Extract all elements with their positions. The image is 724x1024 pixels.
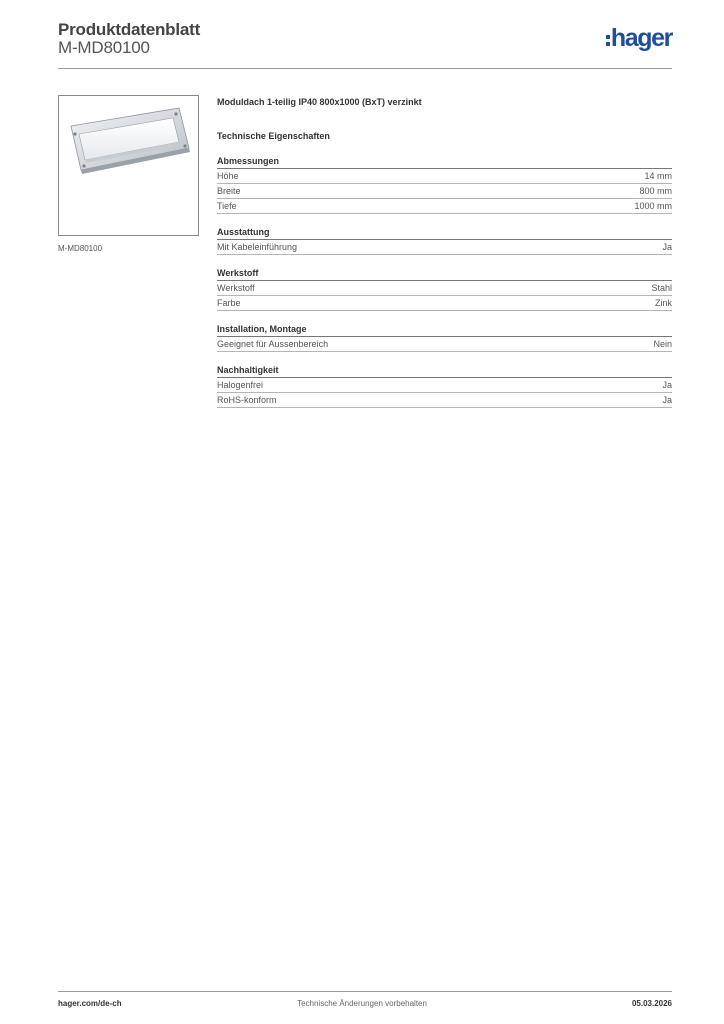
spec-label: Tiefe <box>217 201 237 211</box>
spec-section-sustainability <box>217 364 672 408</box>
spec-value: Ja <box>662 395 672 405</box>
footer-website: hager.com/de-ch <box>58 999 122 1008</box>
spec-section-installation <box>217 323 672 352</box>
spec-value: Zink <box>654 298 672 308</box>
spec-label: Geeignet für Aussenbereich <box>217 339 329 349</box>
spec-value: 1000 mm <box>634 201 672 211</box>
spec-row <box>217 184 672 199</box>
spec-label: Halogenfrei <box>217 380 264 390</box>
spec-row <box>217 199 672 214</box>
product-description: Moduldach 1-teilig IP40 800x1000 (BxT) verzinkt <box>217 97 422 107</box>
footer-date: 05.03.2026 <box>631 999 672 1008</box>
spec-section-equipment <box>217 226 672 255</box>
spec-row <box>217 296 672 311</box>
technical-properties-heading: Technische Eigenschaften <box>217 131 330 141</box>
spec-label: Farbe <box>217 298 241 308</box>
spec-value: Ja <box>662 242 672 252</box>
spec-value: 800 mm <box>639 186 672 196</box>
spec-label: Höhe <box>217 171 239 181</box>
footer-divider <box>58 991 672 992</box>
logo-colon-icon <box>606 35 610 46</box>
spec-value: 14 mm <box>644 171 672 181</box>
logo-text: hager <box>610 24 672 52</box>
spec-content <box>217 95 672 408</box>
spec-label: Mit Kabeleinführung <box>217 242 298 252</box>
section-title: Installation, Montage <box>217 323 672 337</box>
spec-section-dimensions <box>217 155 672 214</box>
product-image-frame <box>58 95 199 236</box>
section-title: Nachhaltigkeit <box>217 364 672 378</box>
spec-value: Nein <box>653 339 672 349</box>
section-title: Abmessungen <box>217 155 672 169</box>
document-title: Produktdatenblatt <box>58 20 201 39</box>
module-roof-plate-icon <box>59 96 198 235</box>
document-header <box>58 20 672 68</box>
spec-row <box>217 378 672 393</box>
product-image-caption: M-MD80100 <box>58 244 103 253</box>
spec-label: Breite <box>217 186 241 196</box>
section-title: Ausstattung <box>217 226 672 240</box>
spec-row <box>217 393 672 408</box>
document-number: M-MD80100 <box>58 38 150 57</box>
spec-row <box>217 240 672 255</box>
spec-label: Werkstoff <box>217 283 255 293</box>
spec-row <box>217 281 672 296</box>
header-divider <box>58 68 672 69</box>
spec-value: Stahl <box>651 283 672 293</box>
spec-section-material <box>217 267 672 311</box>
spec-value: Ja <box>662 380 672 390</box>
spec-row <box>217 337 672 352</box>
spec-label: RoHS-konform <box>217 395 277 405</box>
hager-logo <box>606 26 672 51</box>
footer-notice: Technische Änderungen vorbehalten <box>297 999 427 1008</box>
section-title: Werkstoff <box>217 267 672 281</box>
spec-row <box>217 169 672 184</box>
